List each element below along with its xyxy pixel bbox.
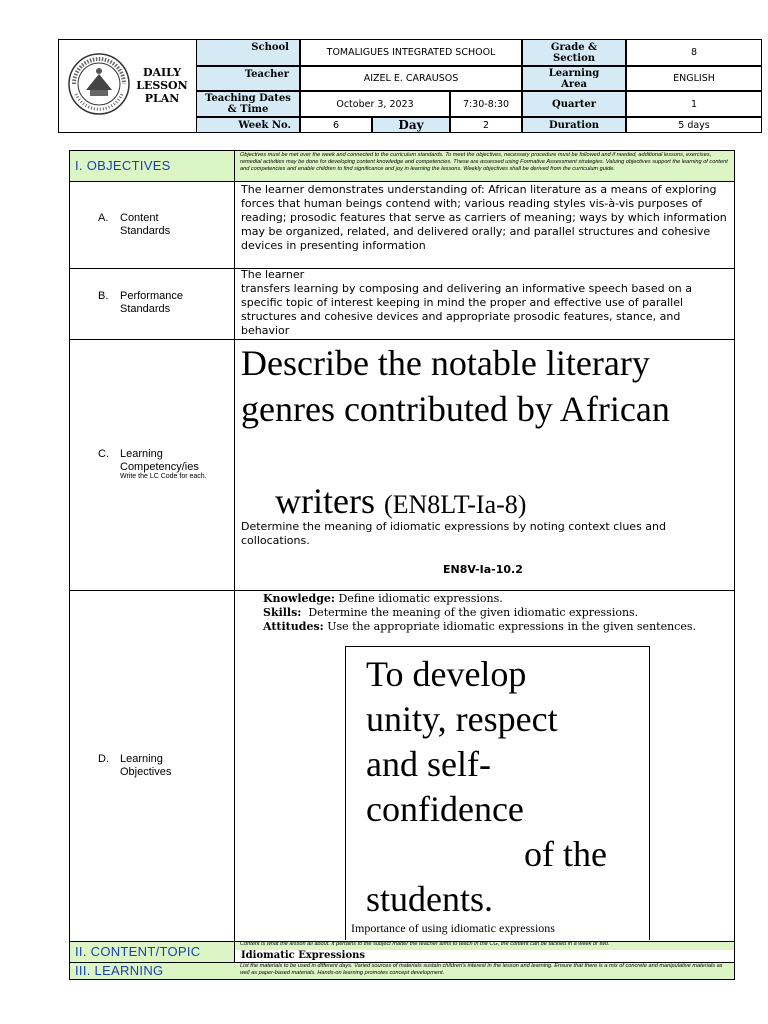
objective-skills: Skills: Determine the meaning of the given idiomatic expressions.	[263, 606, 639, 619]
daily-lesson-plan-title: DAILY LESSON PLAN	[136, 66, 188, 105]
grade-section-value: 8	[626, 39, 762, 66]
learning-title: III. LEARNING	[75, 963, 164, 978]
learning-objectives-letter: D.	[98, 753, 109, 765]
objectives-title: I. OBJECTIVES	[75, 158, 171, 173]
grade-section-label: Grade & Section	[522, 39, 626, 66]
week-value: 6	[300, 117, 372, 133]
quarter-label: Quarter	[522, 91, 626, 117]
competency-code: EN8V-Ia-10.2	[443, 563, 523, 576]
content-standards-letter: A.	[98, 212, 109, 224]
performance-standards-letter: B.	[98, 290, 109, 302]
teaching-dates-label: Teaching Dates & Time	[196, 91, 300, 117]
learning-area-value: ENGLISH	[626, 66, 762, 91]
quarter-value: 1	[626, 91, 762, 117]
teaching-date-value: October 3, 2023	[300, 91, 450, 117]
objective-attitudes: Attitudes: Use the appropriate idiomatic expressions in the given sentences.	[263, 620, 696, 633]
learning-competency-letter: C.	[98, 448, 109, 460]
learning-note: List the materials to be used in different days. Varied sources of materials sustain children's interest in the lesson and learning. Ensure that there is a mix of concrete and manipulative materials as well as paper-based materials. Hands-on learning promotes concept development.	[240, 963, 723, 976]
objective-knowledge: Knowledge: Define idiomatic expressions.	[263, 592, 503, 605]
learning-objectives-label: Learning Objectives	[120, 753, 172, 778]
learning-competency-sub: Write the LC Code for each.	[120, 473, 207, 480]
content-topic-title: II. CONTENT/TOPIC	[75, 944, 201, 959]
values-textbox-caption: Importance of using idiomatic expressions	[351, 921, 555, 935]
learning-area-label: Learning Area	[522, 66, 626, 91]
objectives-note: Objectives must be met over the week and connected to the curriculum standards. To meet the objectives, necessary procedure must be followed and if needed, additional lessons, exercises, remedial activities may be done for developing content knowledge and competencies. These are assessed using Formative Assessment strategies. Valuing objectives support the learning of content and competencies and enable children to find significance and joy in learning the lessons. Weekly objectives shall be derived from the curriculum guide.	[240, 152, 728, 172]
duration-value: 5 days	[626, 117, 762, 133]
row-divider	[69, 181, 735, 182]
content-standards-label: Content Standards	[120, 212, 171, 237]
duration-label: Duration	[522, 117, 626, 133]
deped-seal-icon	[66, 44, 132, 128]
competency-big-text: Describe the notable literary genres contributed by African	[241, 343, 670, 429]
values-textbox-text: To develop unity, respect and self- confidence of the students.	[366, 654, 607, 919]
learning-competency-label: Learning Competency/ies	[120, 448, 199, 473]
performance-standards-text: The learner transfers learning by composing and delivering an informative speech based on a specific topic of interest keeping in mind the proper and effective use of parallel structures and cohesive devices and appropriate prosodic features, stance, and behavior	[241, 268, 693, 337]
teacher-value: AIZEL E. CARAUSOS	[300, 66, 522, 91]
performance-standards-label: Performance Standards	[120, 290, 183, 315]
competency-big-text-2: writers (EN8LT-Ia-8)	[275, 481, 527, 521]
competency-text: Determine the meaning of idiomatic expressions by noting context clues and collocations.	[241, 520, 666, 547]
column-divider	[234, 150, 235, 980]
content-topic-value: Idiomatic Expressions	[241, 950, 366, 961]
row-divider	[69, 590, 735, 591]
teaching-time-value: 7:30-8:30	[450, 91, 522, 117]
week-label: Week No.	[196, 117, 300, 133]
content-standards-text: The learner demonstrates understanding of: African literature as a means of exploring forces that human beings contend with; various reading styles vis-à-vis purposes of reading; prosodic features that serve as carriers of meaning; ways by which information may be organized, related, and delivered orally; and parallel structures and cohesive devices in presenting information	[241, 183, 727, 252]
day-label: Day	[372, 117, 450, 133]
content-topic-note: Content is what the lesson all about. It pertains to the subject matter the teacher aims to teach in the CG, the content can be tackled in a week or two.	[240, 941, 610, 947]
teacher-label: Teacher	[196, 66, 300, 91]
school-value: TOMALIGUES INTEGRATED SCHOOL	[300, 39, 522, 66]
school-label: School	[196, 39, 300, 66]
day-value: 2	[450, 117, 522, 133]
